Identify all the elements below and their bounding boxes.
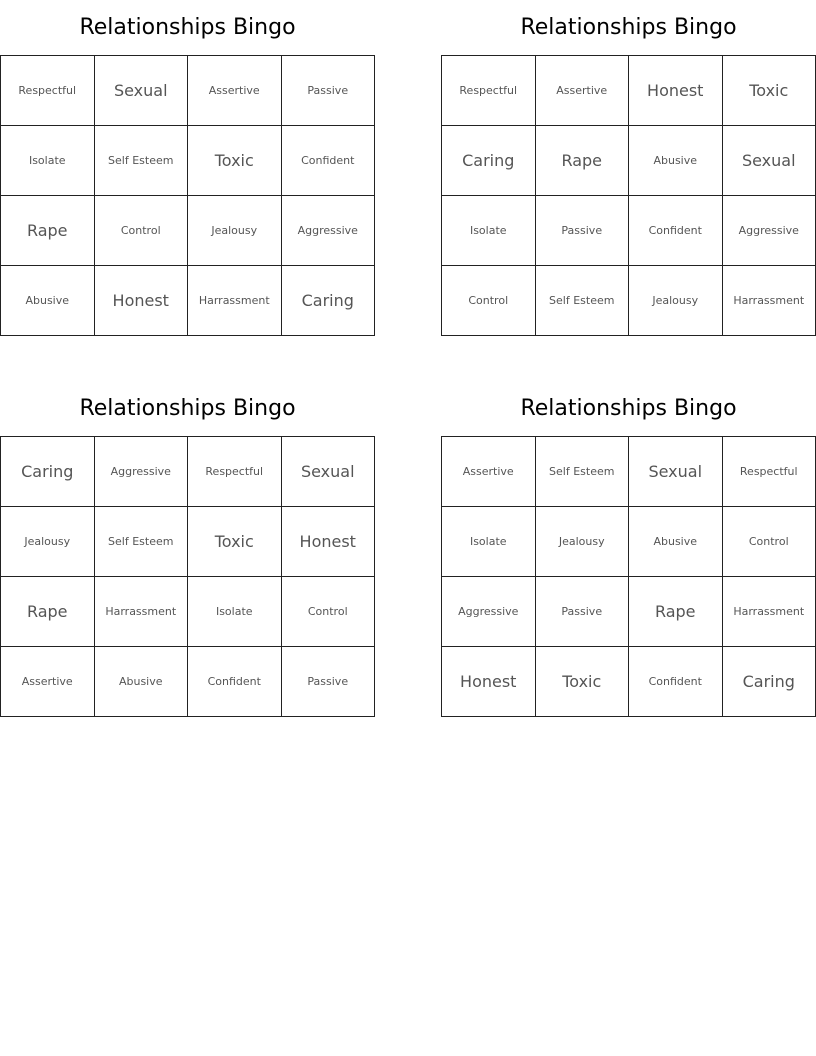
bingo-grid xyxy=(0,436,375,717)
card-title: Relationships Bingo xyxy=(79,396,296,421)
bingo-cell: Assertive xyxy=(1,647,95,717)
bingo-cell: Isolate xyxy=(1,126,95,196)
bingo-cell: Harrassment xyxy=(723,577,816,647)
bingo-cell: Aggressive xyxy=(442,577,536,647)
bingo-cell: Confident xyxy=(282,126,376,196)
bingo-cell: Passive xyxy=(282,56,376,126)
bingo-cell: Aggressive xyxy=(282,196,376,266)
bingo-cell: Aggressive xyxy=(723,196,816,266)
bingo-card-3 xyxy=(0,381,375,717)
bingo-cell: Respectful xyxy=(442,56,536,126)
bingo-cell: Honest xyxy=(442,647,536,717)
bingo-cell: Isolate xyxy=(442,507,536,577)
bingo-cell: Self Esteem xyxy=(536,437,630,507)
card-title: Relationships Bingo xyxy=(79,15,296,40)
bingo-cell: Sexual xyxy=(629,437,723,507)
bingo-cell: Aggressive xyxy=(95,437,189,507)
bingo-cell: Honest xyxy=(95,266,189,336)
bingo-cell: Passive xyxy=(282,647,376,717)
bingo-cell: Passive xyxy=(536,196,630,266)
bingo-cell: Caring xyxy=(442,126,536,196)
bingo-cell: Harrassment xyxy=(95,577,189,647)
bingo-cell: Caring xyxy=(282,266,376,336)
bingo-cell: Abusive xyxy=(1,266,95,336)
bingo-cell: Harrassment xyxy=(723,266,816,336)
bingo-cell: Self Esteem xyxy=(95,507,189,577)
bingo-cell: Honest xyxy=(629,56,723,126)
bingo-cell: Respectful xyxy=(1,56,95,126)
bingo-cell: Respectful xyxy=(188,437,282,507)
bingo-cell: Rape xyxy=(629,577,723,647)
bingo-cell: Toxic xyxy=(188,507,282,577)
bingo-cell: Control xyxy=(723,507,816,577)
bingo-card-4 xyxy=(441,381,816,717)
bingo-cell: Isolate xyxy=(188,577,282,647)
bingo-grid xyxy=(441,55,816,336)
bingo-cell: Sexual xyxy=(95,56,189,126)
bingo-cell: Respectful xyxy=(723,437,816,507)
card-title: Relationships Bingo xyxy=(520,396,737,421)
bingo-cell: Sexual xyxy=(282,437,376,507)
bingo-cell: Assertive xyxy=(442,437,536,507)
bingo-cell: Rape xyxy=(1,196,95,266)
bingo-cell: Abusive xyxy=(629,507,723,577)
bingo-cell: Rape xyxy=(536,126,630,196)
bingo-cell: Assertive xyxy=(536,56,630,126)
bingo-cell: Abusive xyxy=(95,647,189,717)
bingo-cell: Harrassment xyxy=(188,266,282,336)
bingo-cell: Confident xyxy=(188,647,282,717)
bingo-cell: Assertive xyxy=(188,56,282,126)
bingo-cell: Confident xyxy=(629,196,723,266)
bingo-card-1 xyxy=(0,0,375,336)
bingo-cell: Control xyxy=(282,577,376,647)
bingo-cell: Control xyxy=(95,196,189,266)
bingo-cell: Jealousy xyxy=(629,266,723,336)
bingo-cell: Abusive xyxy=(629,126,723,196)
bingo-cell: Self Esteem xyxy=(536,266,630,336)
bingo-cell: Jealousy xyxy=(188,196,282,266)
bingo-cell: Caring xyxy=(1,437,95,507)
bingo-cell: Control xyxy=(442,266,536,336)
bingo-cell: Honest xyxy=(282,507,376,577)
bingo-grid xyxy=(441,436,816,717)
bingo-cell: Rape xyxy=(1,577,95,647)
bingo-cell: Toxic xyxy=(536,647,630,717)
bingo-cell: Caring xyxy=(723,647,816,717)
bingo-cell: Toxic xyxy=(188,126,282,196)
bingo-cell: Jealousy xyxy=(1,507,95,577)
bingo-grid xyxy=(0,55,375,336)
bingo-cell: Sexual xyxy=(723,126,816,196)
bingo-cell: Self Esteem xyxy=(95,126,189,196)
bingo-cell: Confident xyxy=(629,647,723,717)
bingo-cell: Isolate xyxy=(442,196,536,266)
bingo-cell: Passive xyxy=(536,577,630,647)
bingo-cell: Jealousy xyxy=(536,507,630,577)
card-title: Relationships Bingo xyxy=(520,15,737,40)
bingo-cell: Toxic xyxy=(723,56,816,126)
bingo-card-2 xyxy=(441,0,816,336)
